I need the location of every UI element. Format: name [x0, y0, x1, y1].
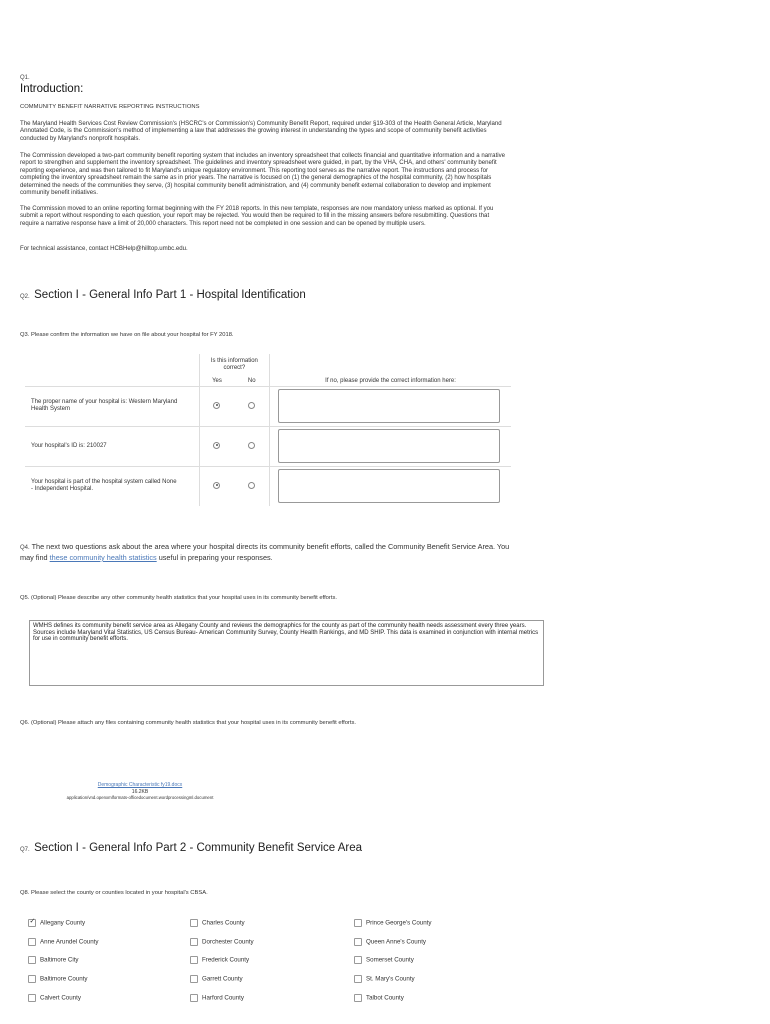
county-option[interactable]	[28, 994, 81, 1002]
intro-title: Introduction:	[20, 83, 84, 95]
county-label: Prince George's County	[366, 919, 432, 927]
question-label: Q7.	[20, 847, 30, 853]
county-checkbox[interactable]	[354, 956, 362, 964]
county-option[interactable]	[28, 919, 85, 927]
matrix-row-hospital-id	[25, 426, 511, 466]
county-option[interactable]	[354, 938, 426, 946]
county-checkbox[interactable]	[354, 938, 362, 946]
col-header-yes: Yes	[199, 376, 234, 386]
question-label: Q4.	[20, 545, 30, 551]
yes-radio[interactable]	[213, 442, 220, 449]
county-label: Somerset County	[366, 956, 414, 964]
section-title: Section I - General Info Part 1 - Hospital Identification	[34, 289, 306, 301]
county-checkbox[interactable]	[28, 994, 36, 1002]
correction-input[interactable]	[278, 469, 500, 503]
question-label: Q1.	[20, 75, 30, 81]
no-radio[interactable]	[248, 442, 255, 449]
county-label: Frederick County	[202, 956, 250, 964]
county-option[interactable]	[28, 975, 87, 983]
county-option[interactable]	[354, 956, 414, 964]
community-health-statistics-link[interactable]: these community health statistics	[49, 553, 157, 562]
row-label: The proper name of your hospital is: Western Maryland Health System	[31, 399, 178, 412]
county-option[interactable]	[354, 994, 404, 1002]
hospital-info-matrix	[25, 354, 511, 506]
yes-radio[interactable]	[213, 482, 220, 489]
intro-paragraph-1: The Maryland Health Services Cost Review Commission's (HSCRC's or Commission's) Community Benefit Report, required under §19-303 of the Health General Article, Maryland Annotated Code, is the Commission's method of implementing a law that addresses the growing interest in understanding the types and scope of community benefit activities conducted by Maryland's nonprofit hospitals.	[20, 120, 502, 142]
q8-prompt	[20, 890, 208, 896]
county-label: Queen Anne's County	[366, 938, 427, 946]
county-checkbox[interactable]	[354, 919, 362, 927]
county-option[interactable]	[28, 938, 98, 946]
county-label: Anne Arundel County	[40, 938, 99, 946]
attached-file	[20, 782, 260, 802]
attached-file-link[interactable]: Demographic Characteristic fy19.docx	[97, 782, 183, 788]
yes-radio[interactable]	[213, 402, 220, 409]
no-radio[interactable]	[248, 402, 255, 409]
county-label: Dorchester County	[202, 938, 254, 946]
county-label: Baltimore City	[40, 956, 79, 964]
question-text: (Optional) Please describe any other community health statistics that your hospital uses in its community benefit efforts.	[30, 595, 337, 601]
question-text: Please confirm the information we have on file about your hospital for FY 2018.	[30, 332, 234, 338]
community-statistics-textarea[interactable]: WMHS defines its community benefit service area as Allegany County and reviews the demographics for the county as part of the community health needs assessment every three years. Sources include Maryland Vital Statistics, US Census Bureau- American Community Survey, County Health Rankings, and MD SHIP. This data is examined in conjunction with internal metrics for use in community benefit efforts.	[29, 620, 544, 686]
file-type: application/vnd.openxmlformats-officedocument.wordprocessingml.document	[66, 795, 214, 800]
instructions-heading: COMMUNITY BENEFIT NARRATIVE REPORTING INSTRUCTIONS	[20, 104, 200, 110]
question-label: Q8.	[20, 890, 30, 896]
county-option[interactable]	[190, 938, 254, 946]
technical-assistance: For technical assistance, contact HCBHelp@hilltop.umbc.edu.	[20, 245, 188, 252]
county-label: St. Mary's County	[366, 975, 415, 983]
question-label: Q6.	[20, 720, 30, 726]
q6-prompt	[20, 720, 356, 726]
matrix-row-hospital-name	[25, 386, 511, 426]
question-label: Q3.	[20, 332, 30, 338]
col-header-correct: Is this information correct?	[199, 354, 270, 376]
county-checkbox[interactable]	[28, 919, 36, 927]
intro-paragraph-2: The Commission developed a two-part community benefit reporting system that includes an inventory spreadsheet that collects financial and quantitative information and a narrative report to strengthen and supplement the inventory spreadsheet. The guidelines and inventory spreadsheet were guided, in part, by the VHA, CHA, and others' community benefit reporting experience, and was then tailored to fit Maryland's unique regulatory environment. This reporting tool serves as the narrative report. The instructions and process for completing the inventory spreadsheet remain the same as in prior years. The narrative is focused on (1) the general demographics of the hospital community, (2) how hospitals determined the needs of the communities they serve, (3) hospital community benefit administration, and (4) community benefit external collaboration to develop and implement community benefit initiatives.	[20, 152, 506, 197]
question-text: The next two questions ask about the area where your hospital directs its community benefit efforts, called the Community Benefit Service Area. You may find	[20, 542, 510, 562]
county-checkbox[interactable]	[28, 975, 36, 983]
county-option[interactable]	[354, 919, 432, 927]
county-checkbox[interactable]	[28, 956, 36, 964]
col-header-correction: If no, please provide the correct information here:	[325, 377, 456, 384]
county-label: Baltimore County	[40, 975, 88, 983]
question-text: (Optional) Please attach any files containing community health statistics that your hospital uses in its community benefit efforts.	[30, 720, 356, 726]
county-label: Calvert County	[40, 994, 81, 1002]
section-header-hospital-identification	[20, 285, 306, 303]
intro-paragraph-3: The Commission moved to an online reporting format beginning with the FY 2018 reports. In this new template, responses are now mandatory unless marked as optional. If you submit a report without responding to each question, your report may be rejected. You would then be required to fill in the missing answers before resubmitting. Questions that require a narrative response have a limit of 20,000 characters. This report need not be completed in one session and can be opened by multiple users.	[20, 205, 494, 227]
county-checkbox[interactable]	[28, 938, 36, 946]
no-radio[interactable]	[248, 482, 255, 489]
section-header-cbsa	[20, 838, 362, 856]
county-checkbox[interactable]	[354, 994, 362, 1002]
col-header-no: No	[234, 376, 269, 386]
q4-intro	[20, 542, 510, 563]
county-label: Harford County	[202, 994, 244, 1002]
county-label: Allegany County	[40, 919, 86, 927]
row-label: Your hospital is part of the hospital system called None - Independent Hospital.	[31, 479, 177, 493]
county-checkbox[interactable]	[190, 994, 198, 1002]
matrix-row-hospital-system	[25, 466, 511, 506]
correction-input[interactable]	[278, 389, 500, 423]
question-label: Q5.	[20, 595, 30, 601]
county-checkbox[interactable]	[190, 938, 198, 946]
q3-prompt	[20, 332, 234, 338]
question-label: Q2.	[20, 294, 30, 300]
county-label: Charles County	[202, 919, 245, 927]
county-option[interactable]	[190, 919, 245, 927]
file-size: 16.2KB	[131, 788, 149, 795]
county-label: Talbot County	[366, 994, 404, 1002]
row-label: Your hospital's ID is: 210027	[31, 443, 107, 449]
county-option[interactable]	[190, 956, 249, 964]
county-checkbox[interactable]	[190, 919, 198, 927]
correction-input[interactable]	[278, 429, 500, 463]
county-checkbox[interactable]	[190, 956, 198, 964]
county-option[interactable]	[354, 975, 415, 983]
county-label: Garrett County	[202, 975, 243, 983]
section-title: Section I - General Info Part 2 - Community Benefit Service Area	[34, 842, 363, 854]
question-text-end: useful in preparing your responses.	[156, 553, 273, 562]
q5-prompt	[20, 595, 337, 601]
county-option[interactable]	[28, 956, 79, 964]
county-option[interactable]	[190, 994, 244, 1002]
question-text: Please select the county or counties located in your hospital's CBSA.	[30, 890, 208, 896]
county-checkbox[interactable]	[190, 975, 198, 983]
county-checkbox[interactable]	[354, 975, 362, 983]
county-option[interactable]	[190, 975, 243, 983]
